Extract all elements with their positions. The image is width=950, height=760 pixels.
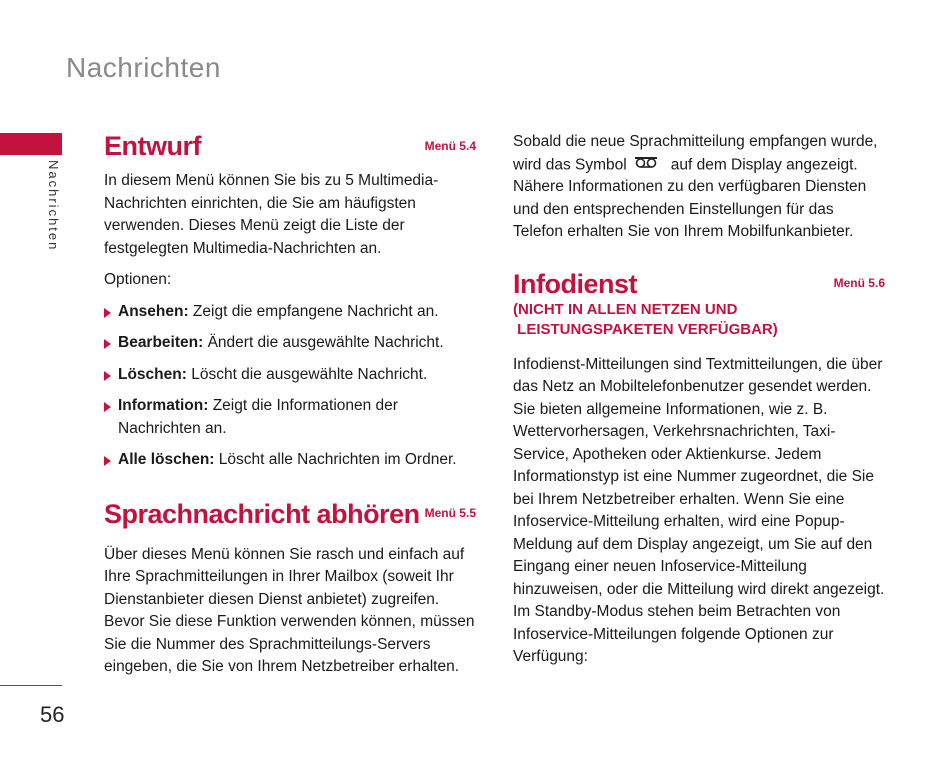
options-list <box>104 301 476 472</box>
option-term: Alle löschen: <box>118 451 215 468</box>
side-chapter-label: Nachrichten <box>46 160 61 252</box>
list-item <box>104 364 476 387</box>
list-item <box>104 301 476 324</box>
continuation-text-after: auf dem Display angezeigt. Nähere Informationen zu den verfügbaren Diensten und den entsprechenden Einstellungen für das Telefon erhalten Sie von Ihrem Mobilfunkanbieter. <box>513 155 867 241</box>
list-item <box>104 449 476 472</box>
bullet-arrow-icon <box>104 308 111 318</box>
infodienst-body: Infodienst-Mitteilungen sind Textmitteilungen, die über das Netz an Mobiltelefonbenutzer gesendet werden. Sie bieten allgemeine Informationen, wie z. B. Wettervorhersagen, Verkehrsnachrichten, Taxi-Service, Apotheken oder Aktienkurse. Jedem Informationstyp ist eine Nummer zugeordnet, die Sie bei Ihrem Netzbetreiber erhalten. Wenn Sie eine Infoservice-Mitteilung erhalten, wird eine Popup-Meldung auf dem Display angezeigt, um Sie auf den Eingang einer neuen Infoservice-Mitteilung hinzuweisen, oder die Mitteilung wird direkt angezeigt. Im Standby-Modus stehen beim Betrachten von Infoservice-Mitteilungen folgende Optionen zur Verfügung: <box>513 355 885 666</box>
list-item <box>104 332 476 355</box>
availability-line-2: LEISTUNGSPAKETEN VERFÜGBAR) <box>513 320 778 338</box>
left-column <box>104 130 476 679</box>
bullet-arrow-icon <box>104 371 111 381</box>
right-column <box>513 131 885 669</box>
sprachnachricht-heading-row <box>104 498 476 530</box>
option-text: Löscht alle Nachrichten im Ordner. <box>214 451 457 468</box>
list-item <box>104 395 476 440</box>
options-label: Optionen: <box>104 271 172 288</box>
continuation-text-before: Sobald die neue Sprachmitteilung empfangen wurde, wird das Symbol <box>513 133 878 173</box>
page-number-rule <box>0 685 62 686</box>
infodienst-availability-note <box>513 300 885 340</box>
entwurf-intro: In diesem Menü können Sie bis zu 5 Multimedia-Nachrichten einrichten, die Sie am häufigsten verwenden. Dieses Menü zeigt die Liste der festgelegten Multimedia-Nachrichten an. <box>104 172 439 257</box>
sprachnachricht-body: Über dieses Menü können Sie rasch und einfach auf Ihre Sprachmitteilungen in Ihrer Mailbox (soweit Ihr Dienstanbieter diesen Dienst anbietet) zugreifen. Bevor Sie diese Funktion verwenden können, müssen Sie die Nummer des Sprachmitteilungs-Servers eingeben, die Sie von Ihrem Netzbetreiber erhalten. <box>104 545 475 675</box>
section-heading-entwurf: Entwurf <box>104 131 201 161</box>
bullet-arrow-icon <box>104 339 111 349</box>
bullet-arrow-icon <box>104 402 111 412</box>
section-heading-sprachnachricht: Sprachnachricht abhören <box>104 498 420 529</box>
page-number: 56 <box>40 702 65 727</box>
option-text: Löscht die ausgewählte Nachricht. <box>186 365 428 383</box>
option-term: Information: <box>118 397 209 414</box>
menu-ref-5-6: Menü 5.6 <box>833 276 885 291</box>
option-term: Löschen: <box>118 365 187 383</box>
voicemail-continuation <box>513 131 885 244</box>
chapter-tab-marker <box>0 133 62 155</box>
availability-line-1: (NICHT IN ALLEN NETZEN UND <box>513 300 738 318</box>
bullet-arrow-icon <box>104 456 111 466</box>
menu-ref-5-4: Menü 5.4 <box>424 138 476 153</box>
infodienst-heading-row <box>513 268 885 300</box>
option-term: Bearbeiten: <box>118 334 204 351</box>
page-title: Nachrichten <box>66 52 221 83</box>
menu-ref-5-5: Menü 5.5 <box>424 506 476 520</box>
section-heading-infodienst: Infodienst <box>513 268 637 299</box>
option-term: Ansehen: <box>118 302 189 320</box>
option-text: Zeigt die Informationen der Nachrichten an. <box>118 397 398 437</box>
voicemail-icon <box>635 154 657 177</box>
entwurf-heading-row <box>104 130 476 162</box>
option-text: Ändert die ausgewählte Nachricht. <box>203 334 444 351</box>
option-text: Zeigt die empfangene Nachricht an. <box>188 302 439 320</box>
